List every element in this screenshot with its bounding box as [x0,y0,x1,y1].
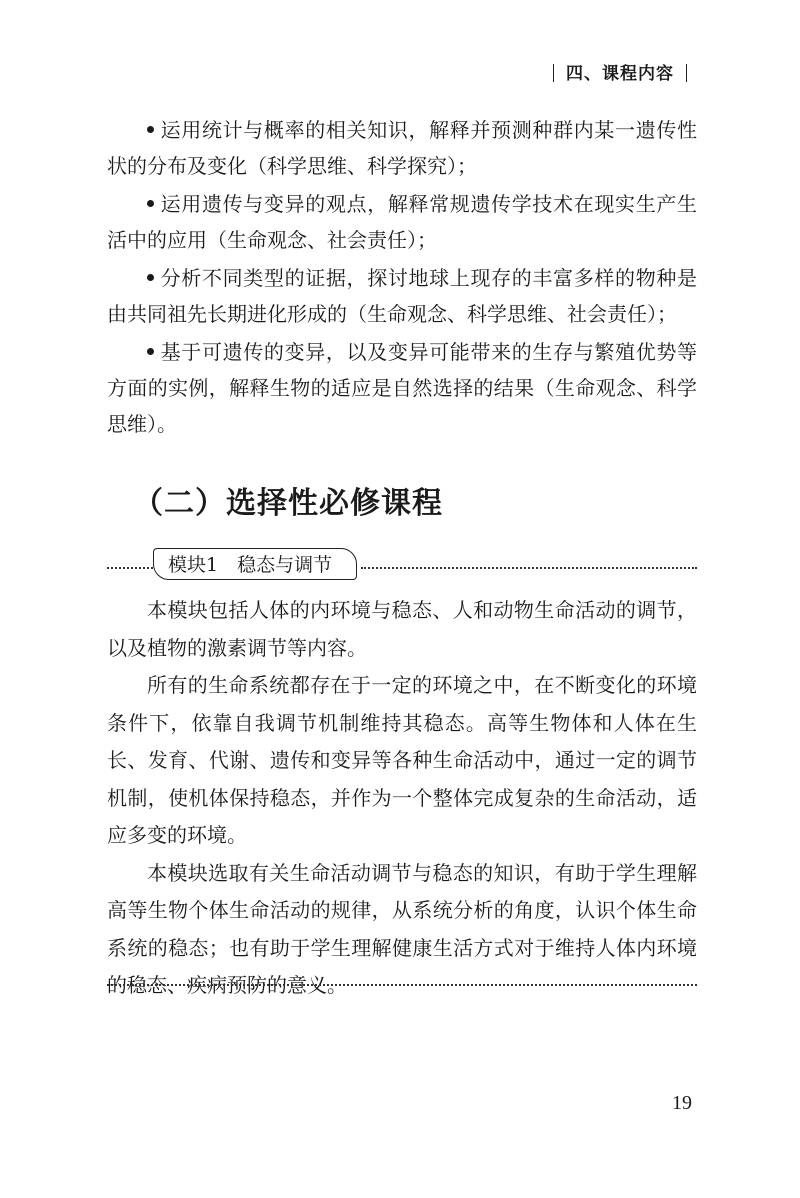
dotted-rule-right [361,567,697,569]
bullet-dot-icon [147,274,154,281]
bullet-dot-icon [147,200,154,207]
bullet-text: 基于可遗传的变异，以及变异可能带来的生存与繁殖优势等方面的实例，解释生物的适应是自然选择的结果（生命观念、科学思维）。 [107,340,697,436]
page-number: 19 [672,1092,692,1114]
module-tag: 模块1 稳态与调节 [153,548,357,580]
bullet-dot-icon [147,126,154,133]
dotted-rule-left [107,567,153,569]
bullet-text: 运用遗传与变异的观点，解释常规遗传学技术在现实生产生活中的应用（生命观念、社会责任）； [107,192,697,252]
bullet-dot-icon [147,348,154,355]
header-divider-right [686,64,687,82]
header-section-title: 四、课程内容 [566,64,674,84]
module-body [107,592,697,1005]
body-paragraph: 所有的生命系统都存在于一定的环境之中，在不断变化的环境条件下，依靠自我调节机制维持其稳态。高等生物体和人体在生长、发育、代谢、遗传和变异等各种生命活动中，通过一定的调节机制，使机体保持稳态，并作为一个整体完成复杂的生命活动，适应多变的环境。 [107,673,697,847]
bullet-item [107,334,697,442]
dotted-rule-bottom [107,984,697,986]
bullet-item [107,260,697,332]
bullet-item [107,112,697,184]
bullet-text: 运用统计与概率的相关知识，解释并预测种群内某一遗传性状的分布及变化（科学思维、科学探究）； [107,118,697,178]
bullet-list [107,112,697,444]
bullet-text: 分析不同类型的证据，探讨地球上现存的丰富多样的物种是由共同祖先长期进化形成的（生命观念、科学思维、社会责任）； [107,266,697,326]
section-title: （二）选择性必修课程 [133,486,443,521]
bullet-item [107,186,697,258]
body-paragraph: 本模块选取有关生命活动调节与稳态的知识，有助于学生理解高等生物个体生命活动的规律，从系统分析的角度，认识个体生命系统的稳态；也有助于学生理解健康生活方式对于维持人体内环境的稳态、疾病预防的意义。 [107,860,697,997]
running-header [541,59,699,84]
body-paragraph: 本模块包括人体的内环境与稳态、人和动物生命活动的调节，以及植物的激素调节等内容。 [107,598,697,660]
header-divider-left [553,64,554,82]
module-heading-bar [107,548,697,584]
